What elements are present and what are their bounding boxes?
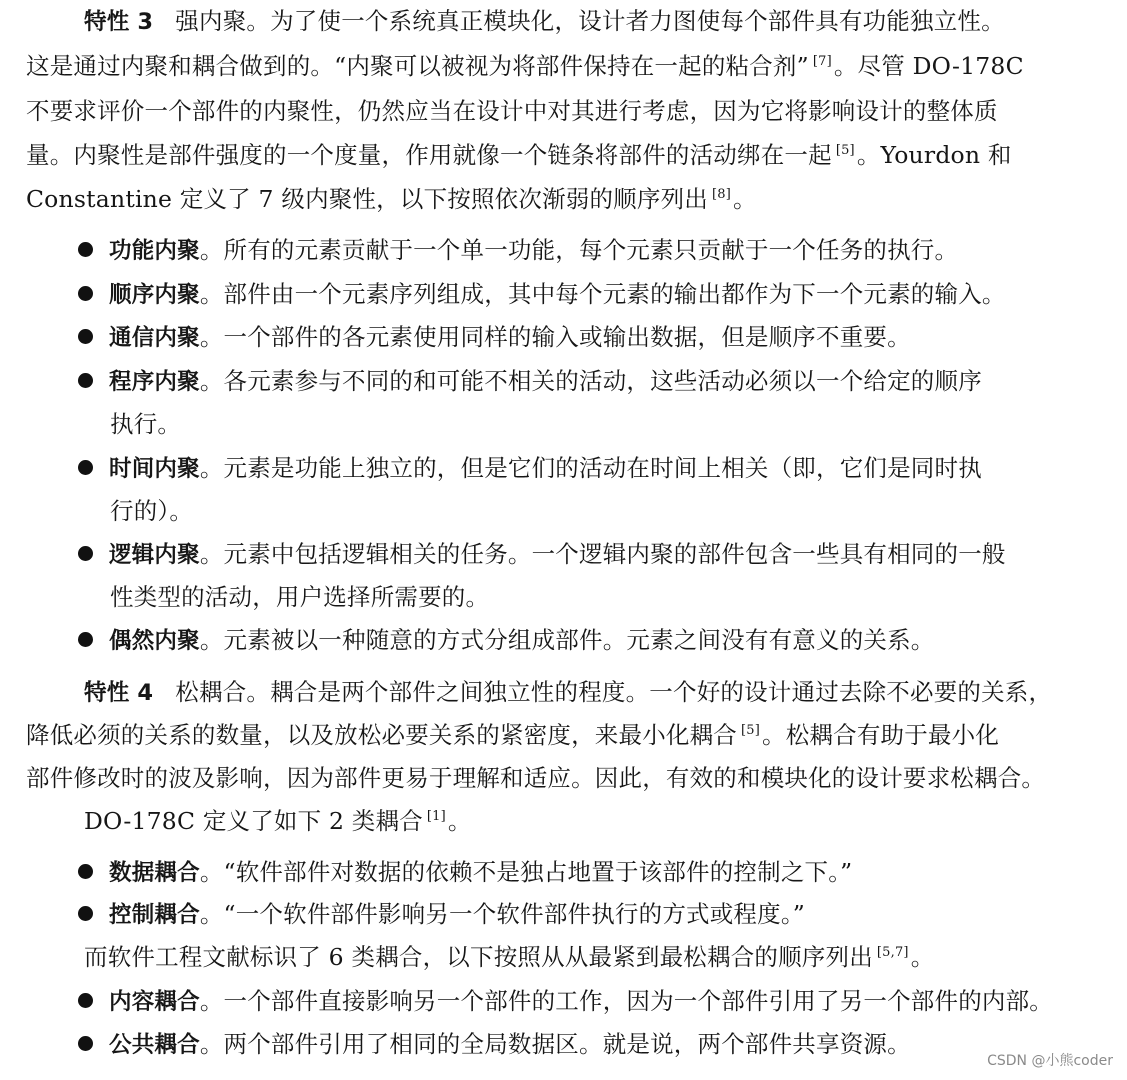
coupling-item-content: 内容耦合。一个部件直接影响另一个部件的工作，因为一个部件引用了另一个部件的内部。	[78, 986, 1118, 1017]
para2-line2: 降低必须的关系的数量，以及放松必要关系的紧密度，来最小化耦合 [5]。松耦合有助于最小化	[26, 721, 1000, 749]
cohesion-item-procedural: 程序内聚。各元素参与不同的和可能不相关的活动，这些活动必须以一个给定的顺序	[78, 366, 1118, 397]
citation: [1]	[426, 809, 446, 824]
para1-line2: 这是通过内聚和耦合做到的。“内聚可以被视为将部件保持在一起的粘合剂” [7]。尽管 DO-178C	[26, 52, 1024, 80]
coupling-item-data: 数据耦合。“软件部件对数据的依赖不是独占地置于该部件的控制之下。”	[78, 857, 1118, 888]
bullet-icon	[78, 632, 93, 647]
cohesion-item-coincidental: 偶然内聚。元素被以一种随意的方式分组成部件。元素之间没有有意义的关系。	[78, 625, 1118, 656]
para1-line4: 量。内聚性是部件强度的一个度量，作用就像一个链条将部件的活动绑在一起 [5]。Yourdon 和	[26, 141, 1012, 169]
watermark: CSDN @小熊coder	[987, 1053, 1113, 1069]
para2-line4: DO-178C 定义了如下 2 类耦合 [1]。	[84, 807, 472, 835]
para2-line1: 特性 4 松耦合。耦合是两个部件之间独立性的程度。一个好的设计通过去除不必要的关系，	[84, 678, 1053, 706]
citation: [5,7]	[876, 945, 909, 960]
cohesion-item-communicational: 通信内聚。一个部件的各元素使用同样的输入或输出数据，但是顺序不重要。	[78, 322, 1118, 353]
bullet-icon	[78, 286, 93, 301]
cohesion-item-functional: 功能内聚。所有的元素贡献于一个单一功能，每个元素只贡献于一个任务的执行。	[78, 235, 1118, 266]
citation: [7]	[812, 54, 832, 69]
para2-label: 特性 4	[84, 680, 154, 706]
cohesion-item-procedural-cont: 执行。	[110, 410, 182, 438]
bullet-icon	[78, 373, 93, 388]
para1-label: 特性 3	[84, 9, 154, 35]
cohesion-item-temporal-cont: 行的）。	[110, 497, 194, 525]
bullet-icon	[78, 329, 93, 344]
cohesion-item-logical: 逻辑内聚。元素中包括逻辑相关的任务。一个逻辑内聚的部件包含一些具有相同的一般	[78, 539, 1118, 570]
bullet-icon	[78, 993, 93, 1008]
citation: [5]	[835, 143, 855, 158]
bullet-icon	[78, 460, 93, 475]
para3-line: 而软件工程文献标识了 6 类耦合，以下按照从从最紧到最松耦合的顺序列出 [5,7]。	[84, 943, 935, 971]
bullet-icon	[78, 242, 93, 257]
coupling-item-common: 公共耦合。两个部件引用了相同的全局数据区。就是说，两个部件共享资源。	[78, 1029, 1118, 1060]
coupling-item-control: 控制耦合。“一个软件部件影响另一个软件部件执行的方式或程度。”	[78, 899, 1118, 930]
para1-line3: 不要求评价一个部件的内聚性，仍然应当在设计中对其进行考虑，因为它将影响设计的整体质	[26, 97, 998, 125]
cohesion-item-logical-cont: 性类型的活动，用户选择所需要的。	[110, 583, 490, 611]
citation: [8]	[711, 187, 731, 202]
bullet-icon	[78, 906, 93, 921]
para1-line1: 特性 3 强内聚。为了使一个系统真正模块化，设计者力图使每个部件具有功能独立性。	[84, 7, 1005, 35]
para1-line5: Constantine 定义了 7 级内聚性，以下按照依次渐弱的顺序列出 [8]。	[26, 185, 757, 213]
bullet-icon	[78, 546, 93, 561]
cohesion-item-sequential: 顺序内聚。部件由一个元素序列组成，其中每个元素的输出都作为下一个元素的输入。	[78, 279, 1118, 310]
cohesion-item-temporal: 时间内聚。元素是功能上独立的，但是它们的活动在时间上相关（即，它们是同时执	[78, 453, 1118, 484]
bullet-icon	[78, 1036, 93, 1051]
citation: [5]	[741, 723, 761, 738]
para2-line3: 部件修改时的波及影响，因为部件更易于理解和适应。因此，有效的和模块化的设计要求松耦合。	[26, 764, 1046, 792]
bullet-icon	[78, 864, 93, 879]
